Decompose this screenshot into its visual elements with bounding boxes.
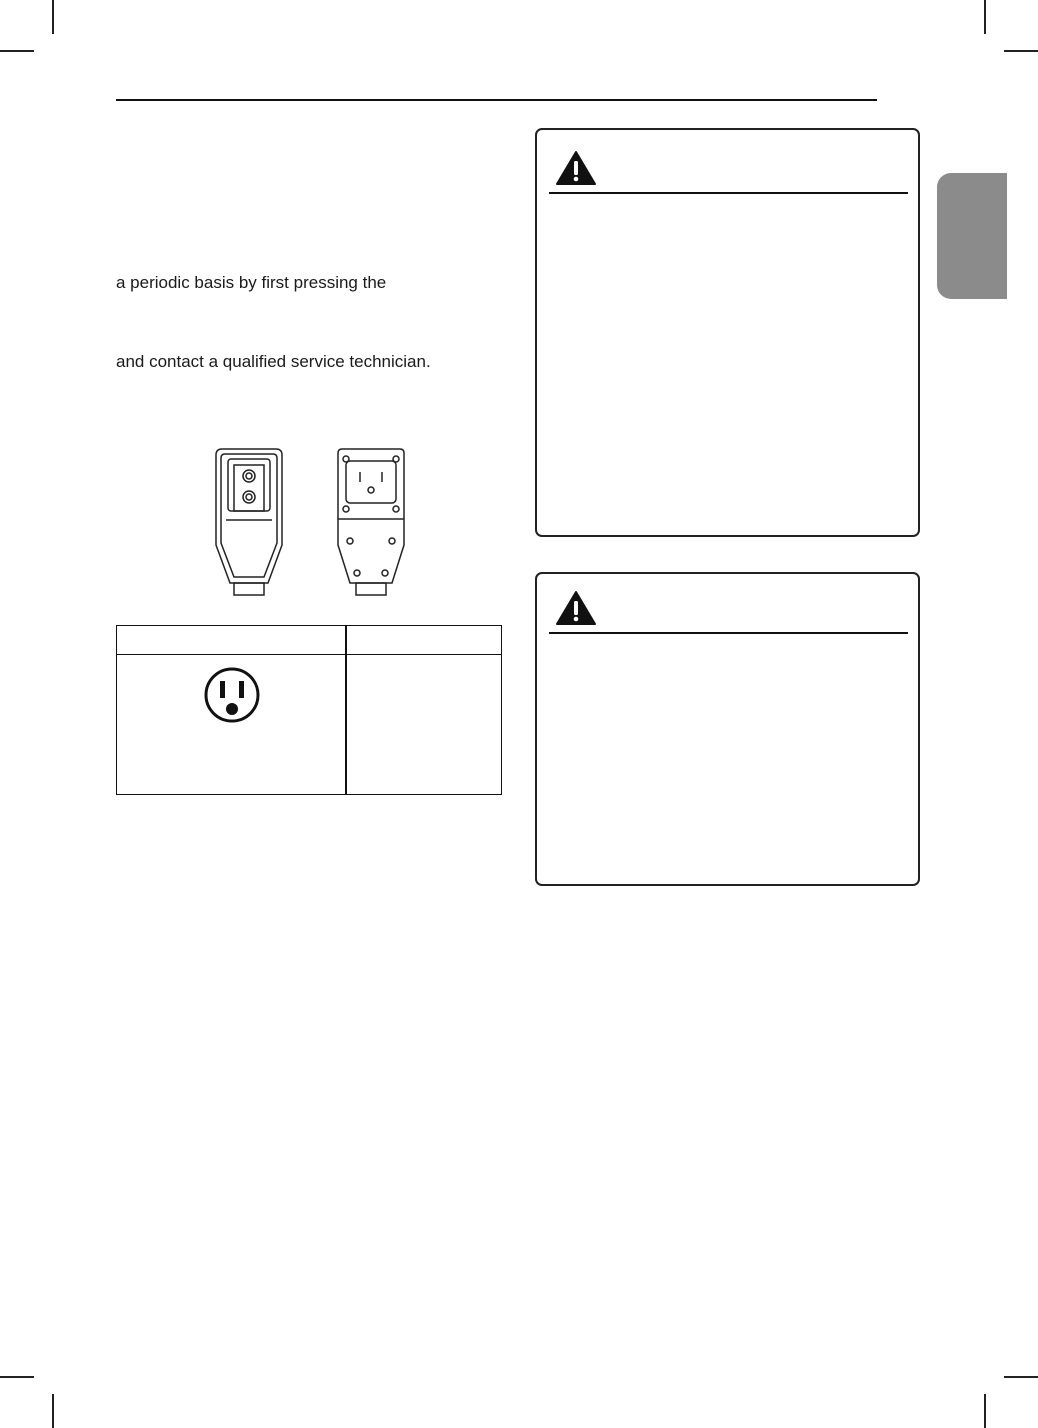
body-text-line: and contact a qualified service technician. [116, 352, 431, 371]
warning-box [535, 128, 920, 537]
crop-mark-bottom-right-v [984, 1394, 986, 1428]
crop-mark-top-right-v [984, 0, 986, 34]
grounded-outlet-icon [203, 666, 261, 724]
warning-header [549, 574, 908, 634]
table-header-row [117, 626, 501, 655]
crop-mark-bottom-left-v [52, 1394, 54, 1428]
warning-box [535, 572, 920, 886]
crop-mark-bottom-left-h [0, 1376, 34, 1378]
gfci-device-illustration [196, 445, 426, 601]
warning-triangle-icon [555, 150, 597, 186]
warning-header [549, 130, 908, 194]
warning-triangle-icon [555, 590, 597, 626]
crop-mark-bottom-right-h [1004, 1376, 1038, 1378]
crop-mark-top-right-h [1004, 50, 1038, 52]
header-rule [116, 99, 877, 101]
gfci-device-front-view [196, 445, 426, 601]
outlet-table [116, 625, 502, 795]
side-language-tab [937, 173, 1007, 299]
table-column-divider [345, 626, 347, 794]
crop-mark-top-left-v [52, 0, 54, 34]
body-text-line: a periodic basis by first pressing the [116, 273, 387, 292]
crop-mark-top-left-h [0, 50, 34, 52]
